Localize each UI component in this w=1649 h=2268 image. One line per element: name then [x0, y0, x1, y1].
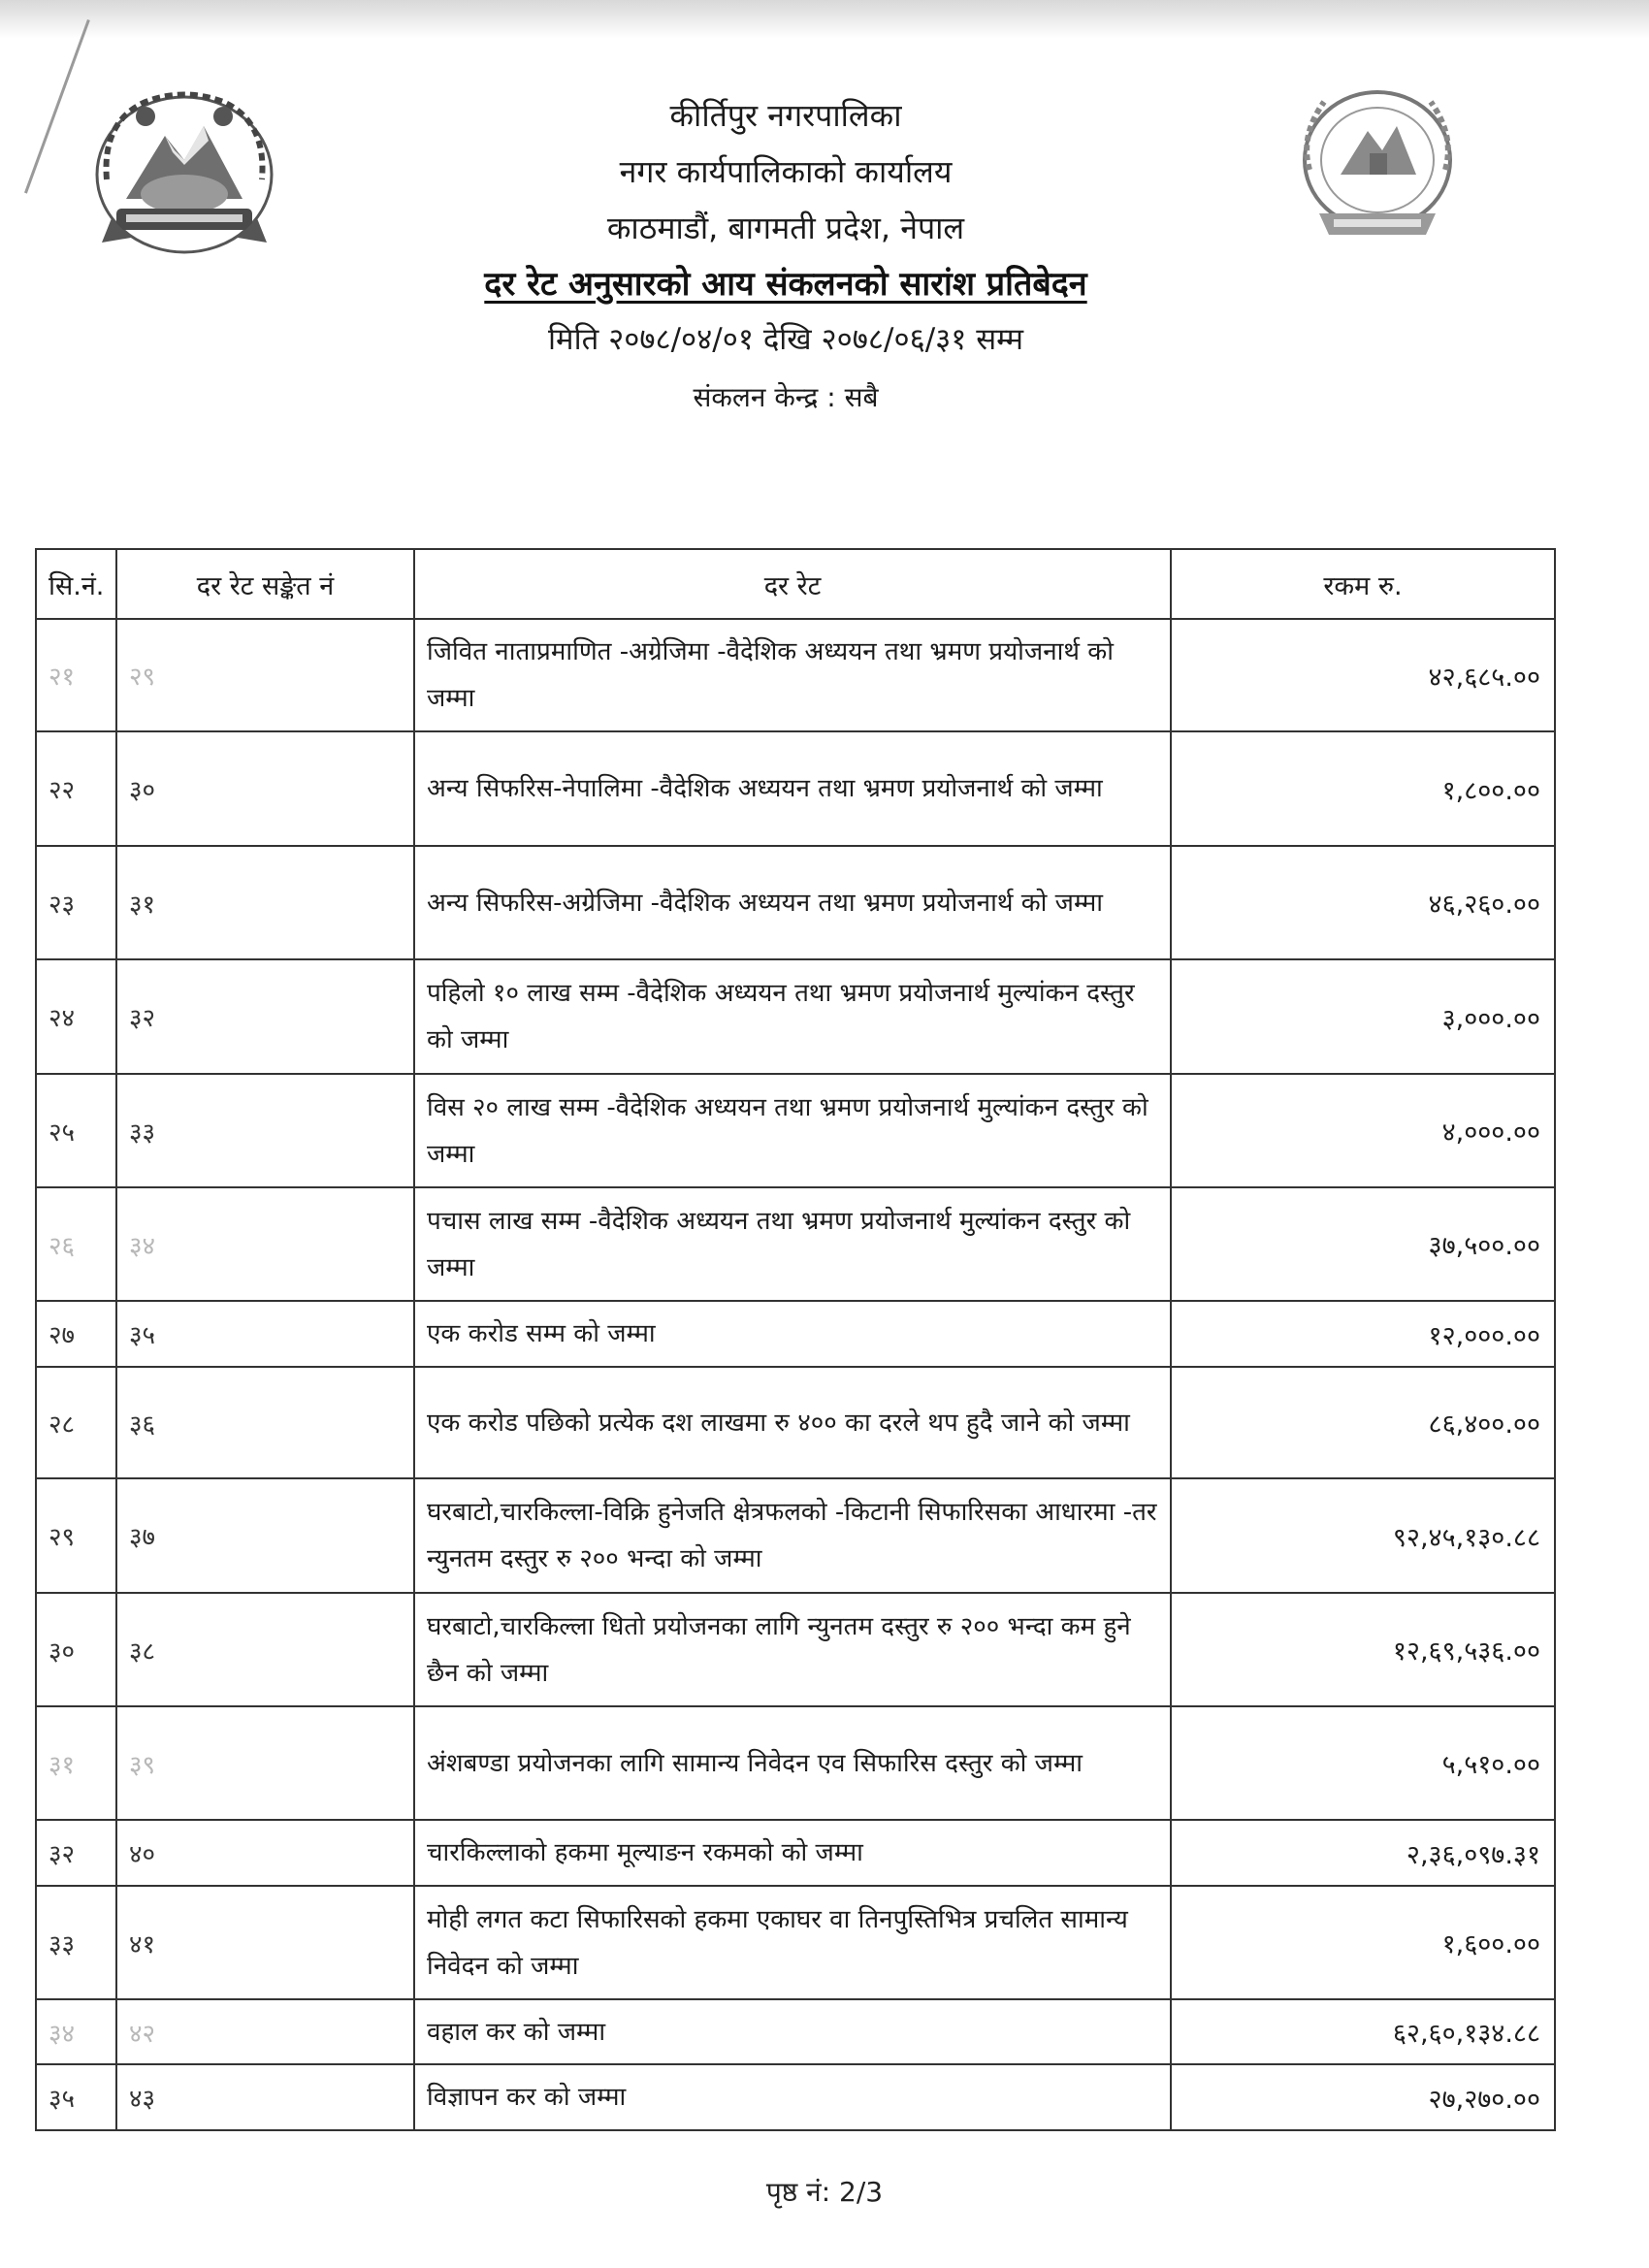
row-rate-code: ३४: [116, 1187, 414, 1301]
row-description: एक करोड पछिको प्रत्येक दश लाखमा रु ४०० का दरले थप हुदै जाने को जम्मा: [414, 1367, 1171, 1478]
row-description: अंशबण्डा प्रयोजनका लागि सामान्य निवेदन एव सिफारिस दस्तुर को जम्मा: [414, 1706, 1171, 1820]
row-rate-code: ३९: [116, 1706, 414, 1820]
row-rate-code: ४१: [116, 1886, 414, 1999]
row-serial: २१: [36, 619, 116, 731]
column-header-rate: दर रेट: [414, 549, 1171, 619]
table-row: [36, 1478, 1555, 1593]
row-description: घरबाटो,चारकिल्ला धितो प्रयोजनका लागि न्युनतम दस्तुर रु २०० भन्दा कम हुने छैन को जम्मा: [414, 1593, 1171, 1706]
row-serial: ३५: [36, 2064, 116, 2130]
row-rate-code: ३१: [116, 846, 414, 959]
row-description: अन्य सिफरिस-नेपालिमा -वैदेशिक अध्ययन तथा भ्रमण प्रयोजनार्थ को जम्मा: [414, 731, 1171, 846]
row-serial: ३३: [36, 1886, 116, 1999]
collection-center: संकलन केन्द्र : सबै: [693, 381, 879, 413]
page-number: पृष्ठ नं: 2/3: [765, 2176, 884, 2208]
row-description: विस २० लाख सम्म -वैदेशिक अध्ययन तथा भ्रमण प्रयोजनार्थ मुल्यांकन दस्तुर को जम्मा: [414, 1074, 1171, 1187]
row-serial: २९: [36, 1478, 116, 1593]
row-amount: १२,६९,५३६.००: [1171, 1593, 1555, 1706]
row-description: पचास लाख सम्म -वैदेशिक अध्ययन तथा भ्रमण प्रयोजनार्थ मुल्यांकन दस्तुर को जम्मा: [414, 1187, 1171, 1301]
row-serial: २७: [36, 1301, 116, 1367]
row-description: वहाल कर को जम्मा: [414, 1999, 1171, 2064]
row-rate-code: ४०: [116, 1820, 414, 1886]
table-row: [36, 1187, 1555, 1301]
row-amount: १२,०००.००: [1171, 1301, 1555, 1367]
table-row: [36, 1820, 1555, 1886]
table-row: [36, 1367, 1555, 1478]
office-address: काठमाडौं, बागमती प्रदेश, नेपाल: [606, 210, 965, 246]
table-row: [36, 2064, 1555, 2130]
row-amount: २,३६,०९७.३१: [1171, 1820, 1555, 1886]
row-rate-code: ३५: [116, 1301, 414, 1367]
kirtipur-municipality-seal-icon: [1280, 78, 1474, 252]
row-description: पहिलो १० लाख सम्म -वैदेशिक अध्ययन तथा भ्रमण प्रयोजनार्थ मुल्यांकन दस्तुर को जम्मा: [414, 959, 1171, 1074]
row-rate-code: ३६: [116, 1367, 414, 1478]
row-description: चारकिल्लाको हकमा मूल्याङन रकमको को जम्मा: [414, 1820, 1171, 1886]
row-rate-code: ४२: [116, 1999, 414, 2064]
row-rate-code: ४३: [116, 2064, 414, 2130]
table-row: [36, 619, 1555, 731]
row-amount: ५,५१०.००: [1171, 1706, 1555, 1820]
row-amount: ३,०००.००: [1171, 959, 1555, 1074]
table-row: [36, 1074, 1555, 1187]
row-amount: ९२,४५,१३०.८८: [1171, 1478, 1555, 1593]
row-amount: ४२,६८५.००: [1171, 619, 1555, 731]
row-serial: २६: [36, 1187, 116, 1301]
row-rate-code: ३२: [116, 959, 414, 1074]
row-serial: २५: [36, 1074, 116, 1187]
column-header-serial: सि.नं.: [36, 549, 116, 619]
row-description: विज्ञापन कर को जम्मा: [414, 2064, 1171, 2130]
revenue-summary-table: [35, 548, 1556, 2131]
table-row: [36, 1301, 1555, 1367]
row-serial: २२: [36, 731, 116, 846]
scan-shadow: [0, 0, 1649, 39]
table-row: [36, 959, 1555, 1074]
paper-fold-line: [24, 19, 90, 194]
row-amount: ४,०००.००: [1171, 1074, 1555, 1187]
document-header: [291, 87, 1280, 425]
report-title: दर रेट अनुसारको आय संकलनको सारांश प्रतिबेदन: [484, 265, 1087, 304]
row-amount: १,६००.००: [1171, 1886, 1555, 1999]
row-rate-code: ३८: [116, 1593, 414, 1706]
municipality-name: कीर्तिपुर नगरपालिका: [669, 97, 902, 134]
row-serial: ३०: [36, 1593, 116, 1706]
column-header-amount: रकम रु.: [1171, 549, 1555, 619]
row-serial: २८: [36, 1367, 116, 1478]
row-amount: ६२,६०,१३४.८८: [1171, 1999, 1555, 2064]
row-rate-code: ३७: [116, 1478, 414, 1593]
table-row: [36, 1999, 1555, 2064]
table-row: [36, 1593, 1555, 1706]
date-range: मिति २०७८/०४/०१ देखि २०७८/०६/३१ सम्म: [548, 322, 1023, 357]
row-description: अन्य सिफरिस-अग्रेजिमा -वैदेशिक अध्ययन तथा भ्रमण प्रयोजनार्थ को जम्मा: [414, 846, 1171, 959]
row-serial: ३१: [36, 1706, 116, 1820]
table-row: [36, 846, 1555, 959]
row-rate-code: २९: [116, 619, 414, 731]
column-header-rate-code: दर रेट सङ्केत नं: [116, 549, 414, 619]
row-amount: १,८००.००: [1171, 731, 1555, 846]
row-description: जिवित नाताप्रमाणित -अग्रेजिमा -वैदेशिक अध्ययन तथा भ्रमण प्रयोजनार्थ को जम्मा: [414, 619, 1171, 731]
row-rate-code: ३३: [116, 1074, 414, 1187]
office-name: नगर कार्यपालिकाको कार्यालय: [619, 153, 953, 190]
table-row: [36, 1886, 1555, 1999]
row-amount: २७,२७०.००: [1171, 2064, 1555, 2130]
row-serial: २४: [36, 959, 116, 1074]
table-row: [36, 1706, 1555, 1820]
row-description: एक करोड सम्म को जम्मा: [414, 1301, 1171, 1367]
row-amount: ८६,४००.००: [1171, 1367, 1555, 1478]
nepal-coat-of-arms-icon: [87, 82, 281, 267]
row-amount: ४६,२६०.००: [1171, 846, 1555, 959]
row-rate-code: ३०: [116, 731, 414, 846]
row-serial: ३२: [36, 1820, 116, 1886]
row-amount: ३७,५००.००: [1171, 1187, 1555, 1301]
row-description: घरबाटो,चारकिल्ला-विक्रि हुनेजति क्षेत्रफलको -किटानी सिफारिसका आधारमा -तर न्युनतम दस्तुर रु २०० भन्दा को जम्मा: [414, 1478, 1171, 1593]
row-description: मोही लगत कटा सिफारिसको हकमा एकाघर वा तिनपुस्तिभित्र प्रचलित सामान्य निवेदन को जम्मा: [414, 1886, 1171, 1999]
row-serial: २३: [36, 846, 116, 959]
table-row: [36, 731, 1555, 846]
table-header-row: [36, 549, 1555, 619]
row-serial: ३४: [36, 1999, 116, 2064]
